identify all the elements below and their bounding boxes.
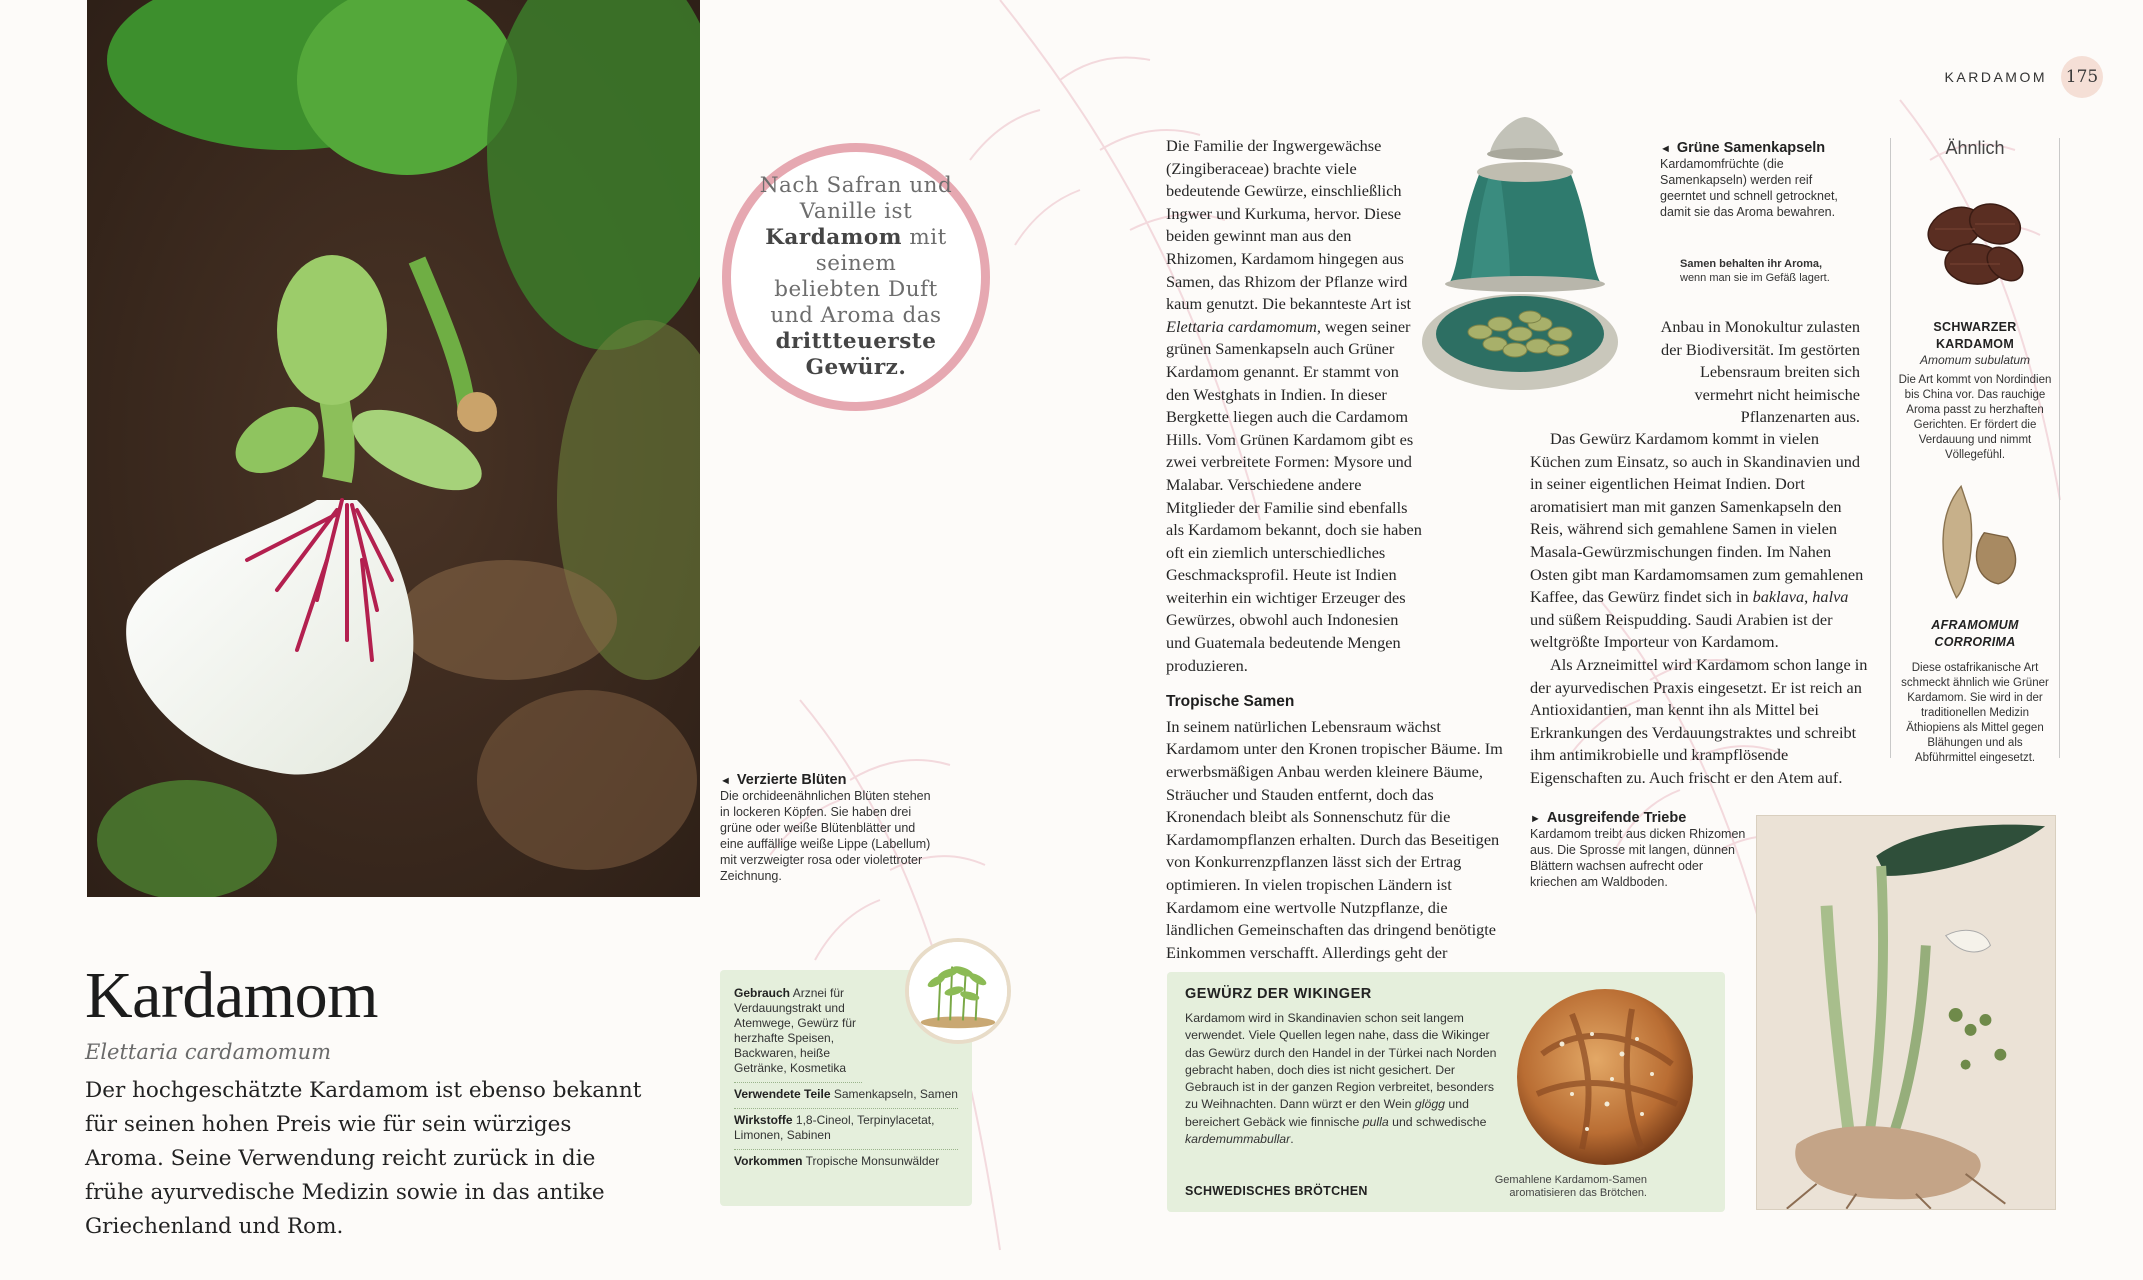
info-row-vorkommen: Vorkommen Tropische Monsunwälder xyxy=(734,1154,940,1168)
page-title: Kardamom xyxy=(85,959,378,1032)
botanical-illustration xyxy=(1756,815,2056,1210)
caption-grune-samenkapseln: ◄ Grüne Samenkapseln Kardamomfrüchte (die Samenkapseln) werden reif geerntet und schnell getrocknet, damit sie das Aroma bewahren. xyxy=(1660,140,1838,219)
arrow-left-icon: ◄ xyxy=(720,775,731,787)
paragraph-1: Die Familie der Ingwergewächse (Zingiberaceae) brachte viele bedeutende Gewürze, einschließlich Ingwer und Kurkuma, hervor. Diese beiden gewinnt man aus den Rhizomen, Kardamom hingegen aus Samen, das Rhizom der Pflanze wird kaum genutzt. Die bekannteste Art ist Elettaria cardamomum, wegen seiner grünen Samenkapseln auch Grüner Kardamom genannt. Er stammt von den Westghats in Indien. In dieser Bergkette liegen auch die Cardamom Hills. Vom Grünen Kardamom gibt es zwei verbreitete Formen: Mysore und Malabar. Verschiedene andere Mitglieder der Familie sind ebenfalls als Kardamom bekannt, doch sie haben oft ein ziemlich unterschiedliches Geschmacksprofil. Heute ist Indien weiterhin ein wichtiger Erzeuger des Gewürzes, obwohl auch Indonesien und Guatemala bedeutende Mengen produzieren. xyxy=(1166,136,1422,675)
body-column-2-top: Anbau in Monokultur zulasten der Biodiversität. Im gestörten Lebensraum breiten sich vermehrt nicht heimische Pflanzenarten aus. xyxy=(1660,317,1860,427)
page-header xyxy=(1945,56,2103,98)
info-row-teile: Verwendete Teile Samenkapseln, Samen xyxy=(734,1083,958,1109)
caption-aroma: Samen behalten ihr Aroma, wenn man sie im Gefäß lagert. xyxy=(1680,258,1830,284)
cardamom-bun-image xyxy=(1512,984,1698,1170)
pull-quote-circle xyxy=(722,143,990,411)
similar-species-sidebar: Ähnlich SCHWARZER KARDAMOM Amomum subulatum Die Art kommt von Nordindien bis China vor. Das rauchige Aroma passt zu herzhaften Gerichten. Er fördert die Verdauung und nimmt Völlegefühl. AFRAMOMUM CORRORIMA Diese ostafrikanische Art schmeckt ähnlich wie Grüner Kardamom. Sie wird in der traditionellen Medizin Äthiopiens als Mittel gegen Blähungen und als Abführmittel eingesetzt. xyxy=(1890,138,2060,758)
black-cardamom-image xyxy=(1905,169,2045,309)
herb-illustration-icon xyxy=(905,938,1011,1044)
viking-title: GEWÜRZ DER WIKINGER xyxy=(1185,986,1372,1002)
viking-image-caption: Gemahlene Kardamom-Samen aromatisieren das Brötchen. xyxy=(1494,1174,1647,1199)
body-column-1 xyxy=(1166,135,1506,964)
aframomum-description: Diese ostafrikanische Art schmeckt ähnlich wie Grüner Kardamom. Sie wird in der traditionellen Medizin Äthiopiens als Mittel gegen Blähungen und als Abführmittel eingesetzt. xyxy=(1901,662,2049,764)
page-number: 175 xyxy=(2061,56,2103,98)
viking-info-box xyxy=(1167,972,1725,1212)
latin-name: Elettaria cardamomum xyxy=(85,1040,332,1064)
section-title: KARDAMOM xyxy=(1944,69,2047,85)
caption-ausgreifende-triebe: ► Ausgreifende Triebe Kardamom treibt aus dicken Rhizomen aus. Die Sprosse mit langen, dünnen Blättern wachsen aufrecht oder kriechen am Waldboden. xyxy=(1530,810,1746,889)
cardamom-flower-photo xyxy=(87,0,700,897)
title-block xyxy=(85,958,640,1244)
aframomum-image xyxy=(1905,477,2045,607)
body-column-2 xyxy=(1530,428,1868,790)
arrow-left-icon: ◄ xyxy=(1660,143,1671,155)
black-cardamom-description: Die Art kommt von Nordindien bis China vor. Das rauchige Aroma passt zu herzhaften Gerichten. Er fördert die Verdauung und nimmt Völlegefühl. xyxy=(1898,374,2052,461)
intro-text: Der hochgeschätzte Kardamom ist ebenso bekannt für seinen hohen Preis wie für sein würziges Aroma. Seine Verwendung reicht zurück in die frühe ayurvedische Medizin sowie in das antike Griechenland und Rom. xyxy=(85,1078,642,1239)
paragraph-2: In seinem natürlichen Lebensraum wächst Kardamom unter den Kronen tropischer Bäume. Im erwerbsmäßigen Anbau werden kleinere Bäume, Sträucher und Stauden entfernt, doch das Kronendach bleibt als Sonnenschutz für die Kardamompflanzen erhalten. Durch das Beseitigen von Konkurrenzpflanzen lässt sich der Ertrag optimieren. In vielen tropischen Ländern ist Kardamom eine wertvolle Nutzpflanze, die ländlichen Gemeinschaften das dringend benötigte Einkommen verschafft. Allerdings geht der xyxy=(1166,716,1503,962)
paragraph-3: Das Gewürz Kardamom kommt in vielen Küchen zum Einsatz, so auch in Skandinavien und in seiner eigentlichen Heimat Indien. Dort aromatisiert man mit ganzen Samenkapseln den Reis, während sich gemahlene Samen in vielen Masala-Gewürzmischungen finden. Im Nahen Osten gibt man Kardamomsamen zum gemahlenen Kaffee, das Gewürz findet sich in baklava, halva und süßem Reispudding. Saudi Arabien ist der weltgrößte Importeur von Kardamom. xyxy=(1530,429,1864,652)
arrow-right-icon: ► xyxy=(1530,813,1541,825)
paragraph-4: Als Arzneimittel wird Kardamom schon lange in der ayurvedischen Praxis eingesetzt. Er ist reich an Antioxidantien, man kennt ihn als Mittel bei Erkrankungen des Verdauungstraktes und schreibt ihm antimikrobielle und krampflösende Eigenschaften zu. Auch frischt er den Atem auf. xyxy=(1530,654,1868,787)
viking-image-label: SCHWEDISCHES BRÖTCHEN xyxy=(1185,1184,1368,1198)
info-row-wirkstoffe: Wirkstoffe 1,8-Cineol, Terpinylacetat, Limonen, Sabinen xyxy=(734,1109,958,1150)
subheading-tropische-samen: Tropische Samen xyxy=(1166,693,1295,711)
similar-heading: Ähnlich xyxy=(1945,138,2005,158)
info-row-gebrauch: Gebrauch Arznei für Verdauungstrakt und Atemwege, Gewürz für herzhafte Speisen, Backwaren, heiße Getränke, Kosmetika xyxy=(734,982,862,1083)
pull-quote-text: Nach Safran und Vanille ist Kardamom mit seinem beliebten Duft und Aroma das drittteuerste Gewürz. xyxy=(759,173,953,380)
viking-body: Kardamom wird in Skandinavien schon seit langem verwendet. Viele Quellen legen nahe, dass die Wikinger das Gewürz durch den Handel in der Türkei nach Norden gebracht haben, doch dies ist nicht gesichert. Der Gebrauch ist in der ganzen Region verbreitet, besonders zu Weihnachten. Dann würzt er den Wein glögg und bereichert Gebäck wie finnische pulla und schwedische kardemummabullar. xyxy=(1185,1011,1497,1147)
caption-verzierte-bluten: ◄ Verzierte Blüten Die orchideenähnlichen Blüten stehen in lockeren Köpfen. Sie haben drei grüne oder weiße Blütenblätter und eine auffällige weiße Lippe (Labellum) mit verzweigter rosa oder violettroter Zeichnung. xyxy=(720,772,931,883)
